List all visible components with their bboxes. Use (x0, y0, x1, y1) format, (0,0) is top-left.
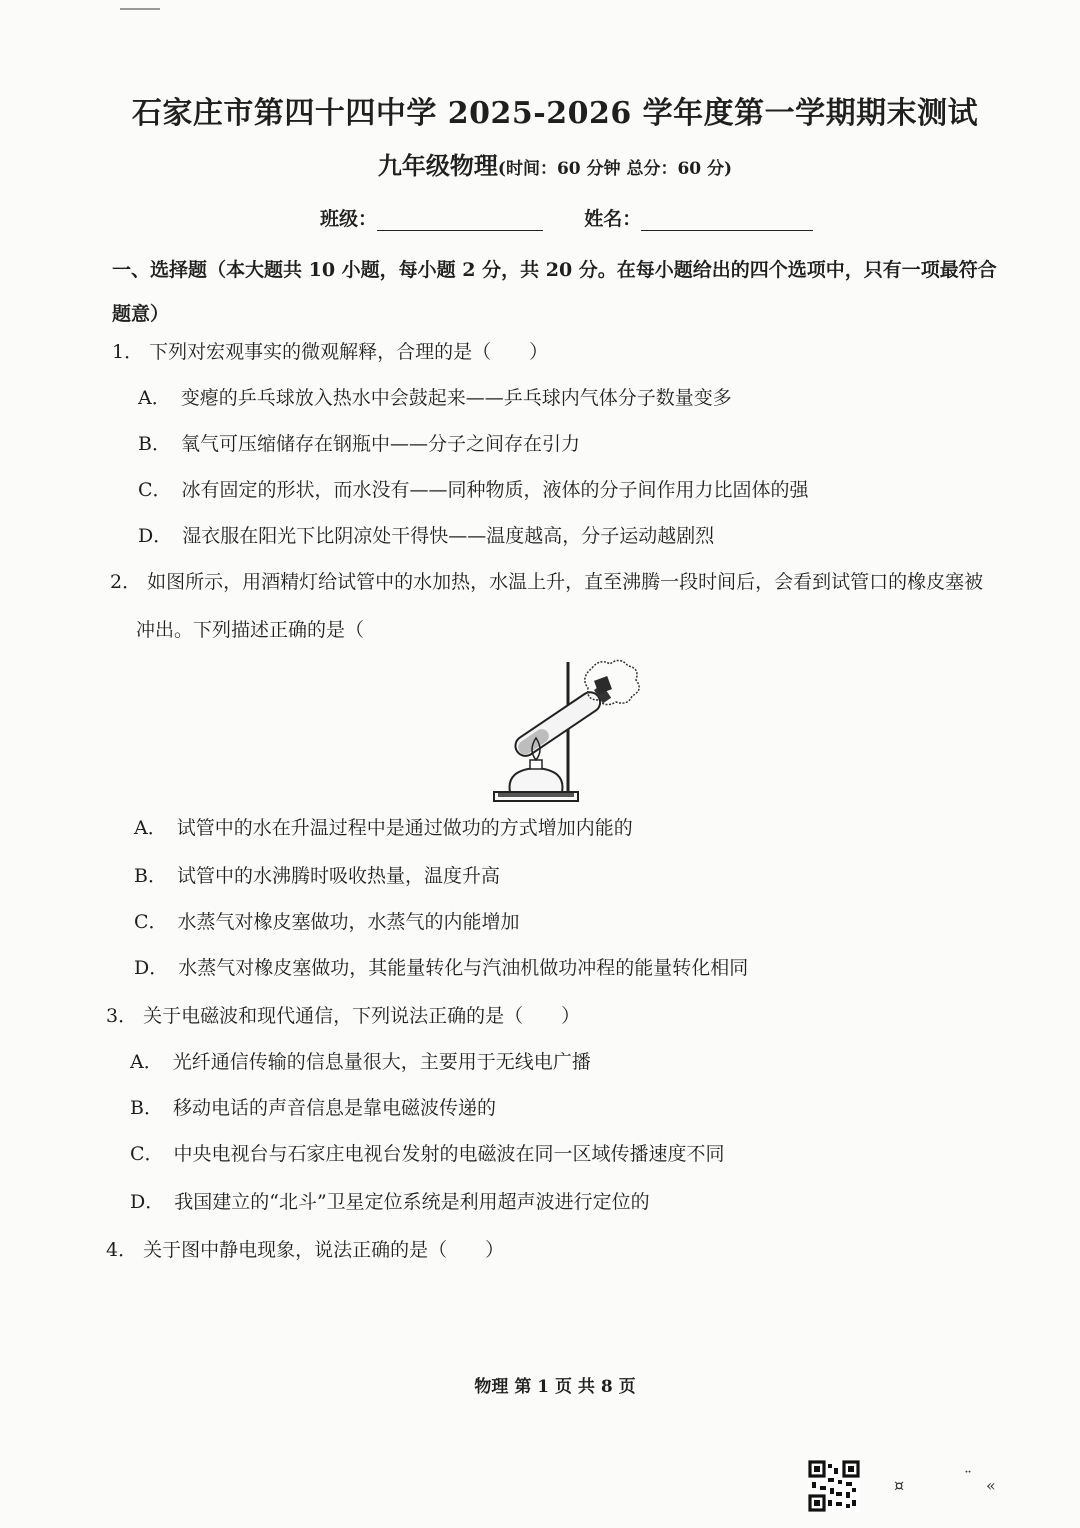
question-text: 下列对宏观事实的微观解释，合理的是（ ） (149, 341, 549, 363)
option-letter: A． (138, 387, 171, 409)
question-3-option-d[interactable] (130, 1190, 650, 1214)
test-tube-heating-apparatus-figure (492, 656, 644, 824)
option-text: 水蒸气对橡皮塞做功，水蒸气的内能增加 (177, 911, 520, 933)
option-letter: A． (130, 1051, 163, 1073)
question-4-stem (106, 1238, 504, 1262)
section-1-heading: 一、选择题（本大题共 10 小题，每小题 2 分，共 20 分。在每小题给出的四个选项中，只有一项最符合题意） (112, 259, 997, 325)
question-3-option-a[interactable] (130, 1050, 591, 1074)
question-3-stem (106, 1004, 580, 1028)
option-letter: C． (130, 1143, 164, 1165)
question-text: 关于电磁波和现代通信，下列说法正确的是（ ） (143, 1005, 581, 1027)
class-blank[interactable] (377, 208, 543, 231)
page-footer: 物理 第 1 页 共 8 页 (474, 1377, 636, 1397)
option-letter: D． (130, 1191, 165, 1213)
option-text: 移动电话的声音信息是靠电磁波传递的 (172, 1097, 496, 1119)
option-text: 冰有固定的形状，而水没有——同种物质，液体的分子间作用力比固体的强 (181, 479, 809, 501)
time-score-note: (时间：60 分钟 总分：60 分) (497, 159, 733, 179)
option-letter: C． (138, 479, 172, 501)
class-label: 班级： (320, 208, 378, 230)
question-3-option-b[interactable] (130, 1096, 496, 1120)
scan-mark (120, 8, 160, 10)
question-2-stem-line-2: 冲出。下列描述正确的是（ (136, 619, 365, 641)
corner-glyph: ¨ (964, 1468, 972, 1487)
question-1-option-c[interactable] (138, 478, 809, 502)
question-number: 1． (112, 341, 144, 363)
option-letter: B． (134, 865, 167, 887)
question-number: 3． (106, 1005, 138, 1027)
exam-subtitle (0, 146, 1080, 181)
question-2-option-a[interactable] (134, 816, 633, 840)
question-1-stem (112, 340, 548, 364)
question-number: 2． (110, 571, 142, 593)
option-text: 水蒸气对橡皮塞做功，其能量转化与汽油机做功冲程的能量转化相同 (178, 957, 749, 979)
question-text: 关于图中静电现象，说法正确的是（ ） (143, 1239, 505, 1261)
exam-title: 石家庄市第四十四中学 2025-2026 学年度第一学期期末测试 (131, 96, 979, 131)
subject-label: 九年级物理 (377, 151, 498, 180)
question-1-option-d[interactable] (138, 524, 714, 548)
corner-glyph: ¤ (894, 1476, 905, 1495)
class-field[interactable] (320, 204, 543, 231)
question-2-stem-line-1 (110, 570, 983, 594)
name-blank[interactable] (641, 208, 813, 231)
question-number: 4． (106, 1239, 138, 1261)
corner-glyph: « (986, 1476, 996, 1495)
question-1-option-a[interactable] (138, 386, 732, 410)
option-text: 湿衣服在阳光下比阴凉处干得快——温度越高，分子运动越剧烈 (182, 525, 715, 547)
option-text: 变瘪的乒乓球放入热水中会鼓起来——乒乓球内气体分子数量变多 (180, 387, 732, 409)
qr-code-icon (808, 1460, 860, 1512)
question-3-option-c[interactable] (130, 1142, 725, 1166)
option-letter: D． (138, 525, 173, 547)
option-text: 光纤通信传输的信息量很大，主要用于无线电广播 (172, 1051, 591, 1073)
name-field[interactable] (584, 204, 813, 231)
option-letter: C． (134, 911, 168, 933)
question-2-option-b[interactable] (134, 864, 500, 888)
student-info-line (320, 204, 813, 231)
option-text: 我国建立的“北斗”卫星定位系统是利用超声波进行定位的 (174, 1191, 650, 1213)
option-letter: D． (134, 957, 169, 979)
question-text: 如图所示，用酒精灯给试管中的水加热，水温上升，直至沸腾一段时间后，会看到试管口的橡皮塞被 (147, 571, 984, 593)
name-label: 姓名： (584, 208, 642, 230)
option-text: 中央电视台与石家庄电视台发射的电磁波在同一区域传播速度不同 (173, 1143, 725, 1165)
option-text: 试管中的水沸腾时吸收热量，温度升高 (176, 865, 500, 887)
question-2-option-d[interactable] (134, 956, 748, 980)
option-letter: B． (130, 1097, 163, 1119)
option-letter: B． (138, 433, 171, 455)
question-2-option-c[interactable] (134, 910, 520, 934)
option-text: 氧气可压缩储存在钢瓶中——分子之间存在引力 (180, 433, 580, 455)
option-text: 试管中的水在升温过程中是通过做功的方式增加内能的 (176, 817, 633, 839)
question-1-option-b[interactable] (138, 432, 580, 456)
option-letter: A． (134, 817, 167, 839)
